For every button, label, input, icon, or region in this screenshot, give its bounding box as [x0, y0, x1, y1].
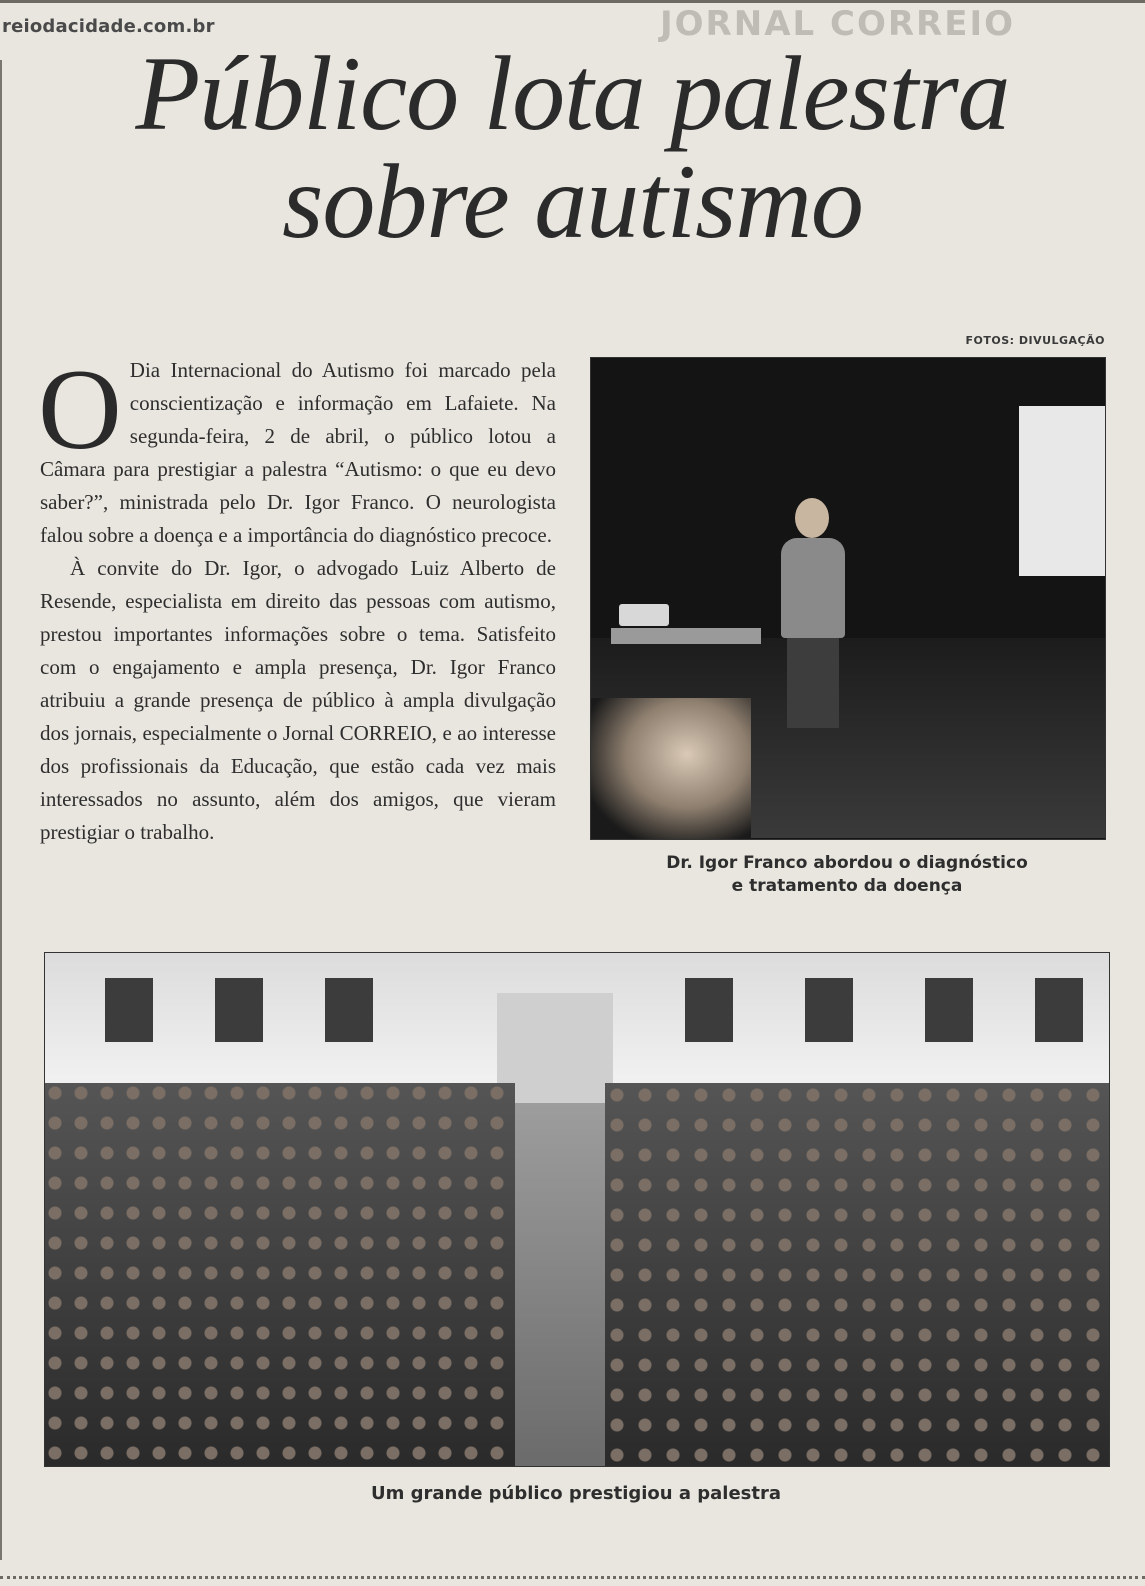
left-column-rule — [0, 60, 2, 1560]
masthead-bleed-through: JORNAL CORREIO — [660, 4, 1016, 44]
audience-photo — [44, 952, 1110, 1467]
projector — [619, 604, 669, 626]
window — [685, 978, 733, 1042]
photo-credit: FOTOS: DIVULGAÇÃO — [965, 334, 1105, 347]
speaker-head — [795, 498, 829, 538]
speaker-photo — [590, 357, 1106, 840]
window — [805, 978, 853, 1042]
paragraph-1-text: Dia Internacional do Autismo foi marcado pela conscientização e informação em Lafaiete. Na segunda-feira, 2 de abril, o público lotou a Câmara para prestigiar a palestra “Autismo: o que eu devo saber?”, ministrada pelo Dr. Igor Franco. O neurologista falou sobre a doença e a importância do diagnóstico precoce. — [40, 358, 556, 547]
window — [215, 978, 263, 1042]
window — [1035, 978, 1083, 1042]
headline-line-2: sobre autismo — [282, 143, 863, 260]
projector-table — [611, 628, 761, 644]
article-paragraph-1 — [38, 346, 556, 552]
audience-left-section — [45, 1083, 515, 1466]
foreground-audience-member — [591, 698, 751, 839]
headline — [0, 35, 1145, 260]
speaker-photo-caption — [590, 852, 1104, 898]
speaker-legs — [787, 638, 839, 728]
top-rule — [0, 0, 1145, 3]
audience-right-section — [605, 1083, 1109, 1466]
article-paragraph-2: À convite do Dr. Igor, o advogado Luiz Alberto de Resende, especialista em direito das pessoas com autismo, prestou importantes informações sobre o tema. Satisfeito com o engajamento e ampla presença, Dr. Igor Franco atribuiu a grande presença de público à ampla divulgação dos jornais, especialmente o Jornal CORREIO, e ao interesse dos profissionais da Educação, que estão cada vez mais interessados no assunto, além dos amigos, que vieram prestigiar o trabalho. — [40, 556, 556, 844]
audience-photo-caption: Um grande público prestigiou a palestra — [370, 1483, 782, 1504]
window — [105, 978, 153, 1042]
bottom-dotted-rule — [0, 1576, 1145, 1579]
drop-cap: O — [38, 346, 122, 474]
caption-line-2: e tratamento da doença — [731, 876, 963, 896]
center-aisle — [515, 1103, 605, 1466]
window — [325, 978, 373, 1042]
headline-line-1: Público lota palestra — [135, 35, 1010, 152]
caption-line-1: Dr. Igor Franco abordou o diagnóstico — [666, 853, 1028, 873]
window — [925, 978, 973, 1042]
projection-screen — [1019, 406, 1105, 576]
speaker-body — [781, 538, 845, 638]
article-body — [38, 346, 556, 849]
site-url: reiodacidade.com.br — [2, 16, 215, 37]
